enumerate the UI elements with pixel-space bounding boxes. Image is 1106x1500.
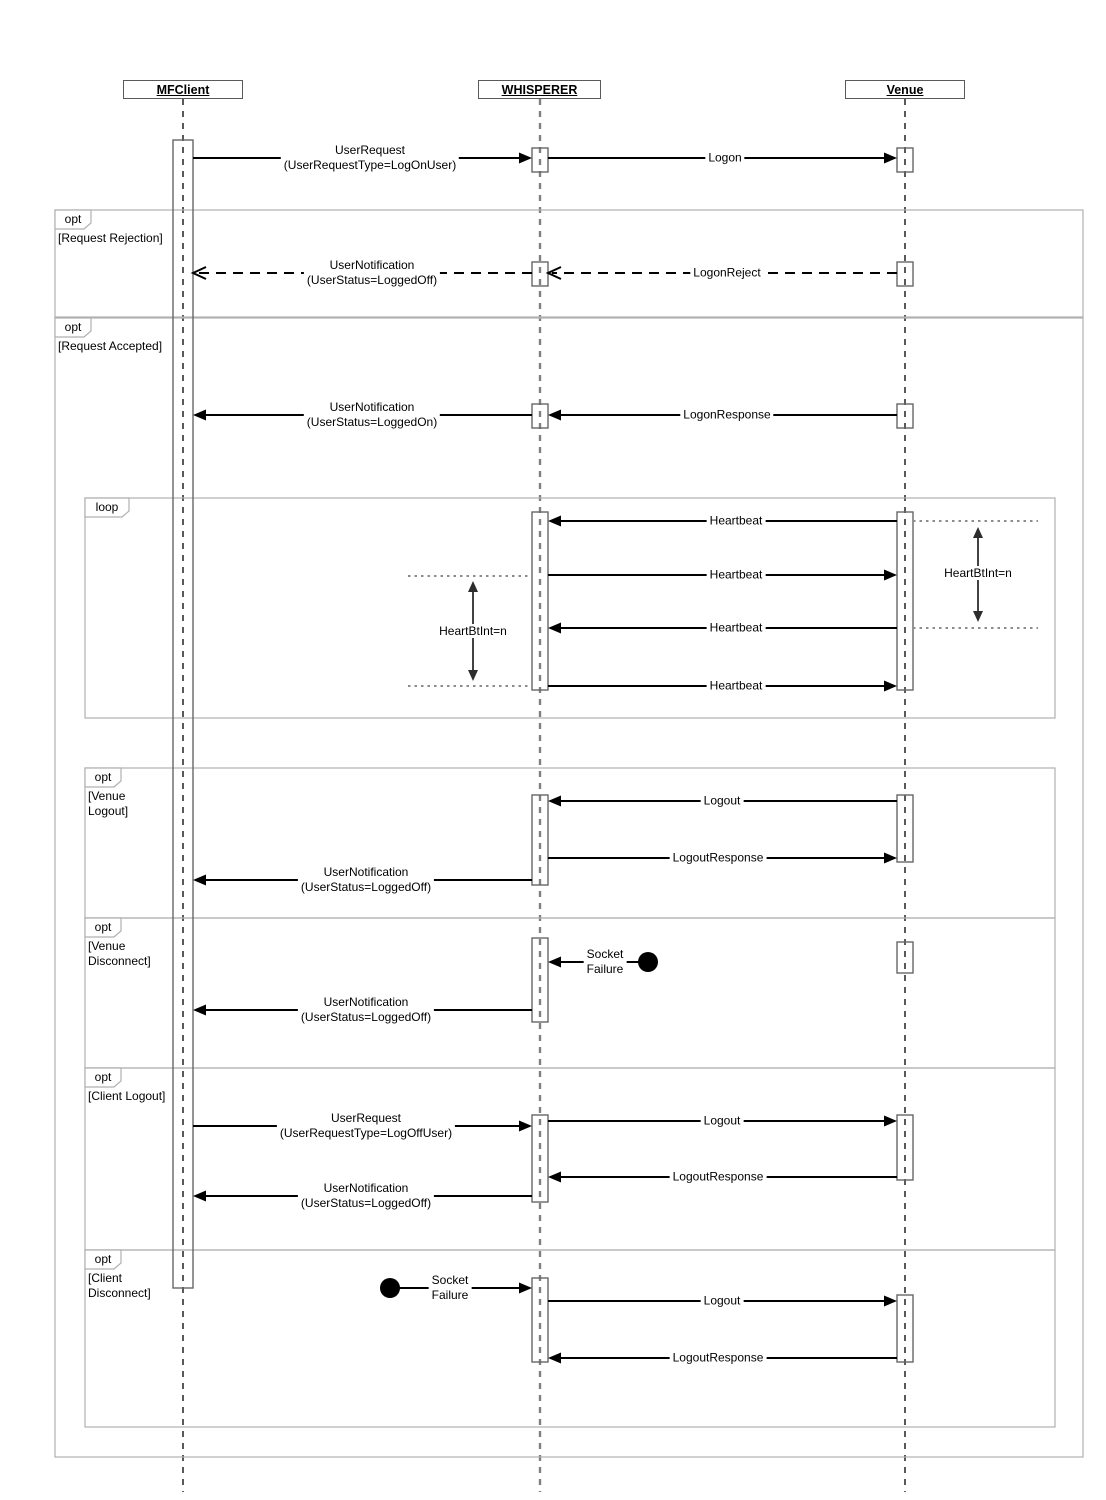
message-label bbox=[670, 1170, 767, 1185]
measurement-arrowhead-down bbox=[468, 670, 478, 681]
message-label-line: UserNotification bbox=[329, 400, 415, 414]
measurement-arrowhead-up bbox=[468, 581, 478, 592]
fragment-condition bbox=[88, 1089, 165, 1104]
arrowhead-filled bbox=[884, 570, 897, 581]
arrowhead-filled bbox=[193, 410, 206, 421]
message-label-line: (UserStatus=LoggedOn) bbox=[306, 415, 438, 429]
message-label-line: (UserRequestType=LogOnUser) bbox=[283, 158, 457, 172]
fragment-condition bbox=[88, 939, 151, 969]
arrowhead-filled bbox=[548, 410, 561, 421]
fragment-frame-opt-5 bbox=[85, 1068, 1055, 1250]
message-label bbox=[298, 865, 434, 895]
arrowhead-filled bbox=[548, 957, 561, 968]
fragment-condition-line: [Request Accepted] bbox=[58, 339, 163, 353]
message-label-line: Heartbeat bbox=[709, 513, 763, 528]
arrowhead-filled bbox=[884, 1116, 897, 1127]
fragment-condition bbox=[58, 339, 162, 354]
fragment-condition-line: Disconnect] bbox=[88, 954, 151, 968]
message-label-line: LogoutResponse bbox=[672, 850, 764, 865]
arrowhead-filled bbox=[884, 1296, 897, 1307]
fragment-condition-line: [Request Rejection] bbox=[58, 231, 163, 245]
message-label bbox=[298, 995, 434, 1025]
fragment-operator-label: opt bbox=[94, 1252, 112, 1266]
fragment-frame-opt-3 bbox=[85, 768, 1055, 918]
message-label bbox=[304, 258, 440, 288]
fragment-operator-label: opt bbox=[64, 212, 82, 226]
actor-box-venue: Venue bbox=[845, 80, 965, 99]
message-label bbox=[277, 1111, 455, 1141]
message-label bbox=[690, 266, 763, 281]
message-label-line: (UserStatus=LoggedOff) bbox=[306, 273, 438, 287]
arrowhead-filled bbox=[884, 853, 897, 864]
arrowhead-filled bbox=[193, 1191, 206, 1202]
actor-box-mfclient: MFClient bbox=[123, 80, 243, 99]
fragment-condition-line: [Client Logout] bbox=[88, 1089, 166, 1103]
message-label-line: LogonReject bbox=[693, 265, 761, 280]
arrowhead-filled bbox=[548, 1172, 561, 1183]
message-label bbox=[707, 514, 766, 529]
fragment-condition-line: [Venue bbox=[88, 789, 126, 803]
fragment-frame-opt-0 bbox=[55, 210, 1083, 317]
message-label-line: UserRequest bbox=[334, 143, 406, 157]
fragment-operator-label: loop bbox=[95, 500, 119, 514]
arrowhead-filled bbox=[884, 153, 897, 164]
message-label-line: Logout bbox=[703, 1113, 741, 1128]
message-label-line: Logout bbox=[703, 793, 741, 808]
message-label-line: UserNotification bbox=[323, 1181, 409, 1195]
message-label-line: UserNotification bbox=[323, 995, 409, 1009]
message-label-line: Socket bbox=[431, 1273, 469, 1287]
arrowhead-filled bbox=[519, 1121, 532, 1132]
message-label-line: (UserRequestType=LogOffUser) bbox=[279, 1126, 453, 1140]
message-label-line: Heartbeat bbox=[709, 567, 763, 582]
message-label-line: UserRequest bbox=[330, 1111, 402, 1125]
fragment-condition bbox=[58, 231, 163, 246]
message-label bbox=[701, 794, 744, 809]
message-label-line: Heartbeat bbox=[709, 620, 763, 635]
message-label-line: Failure bbox=[431, 1288, 469, 1302]
activation-bar-venue bbox=[897, 795, 913, 862]
message-label-line: UserNotification bbox=[329, 258, 415, 272]
message-label-line: Logout bbox=[703, 1293, 741, 1308]
message-label bbox=[707, 568, 766, 583]
fragment-operator-label: opt bbox=[94, 770, 112, 784]
message-label-line: LogoutResponse bbox=[672, 1169, 764, 1184]
measurement-label: HeartBtInt=n bbox=[944, 566, 1012, 580]
fragment-operator-label: opt bbox=[94, 920, 112, 934]
measurement-label: HeartBtInt=n bbox=[439, 624, 507, 638]
message-label-line: LogoutResponse bbox=[672, 1350, 764, 1365]
message-label bbox=[705, 151, 744, 166]
fragment-condition-line: [Venue bbox=[88, 939, 126, 953]
message-label bbox=[429, 1273, 472, 1303]
message-label-line: UserNotification bbox=[323, 865, 409, 879]
arrowhead-filled bbox=[193, 875, 206, 886]
fragment-condition bbox=[88, 1271, 151, 1301]
actor-box-whisperer: WHISPERER bbox=[478, 80, 601, 99]
arrowhead-filled bbox=[548, 1353, 561, 1364]
fragment-operator-label: opt bbox=[94, 1070, 112, 1084]
arrowhead-filled bbox=[519, 153, 532, 164]
message-label bbox=[701, 1114, 744, 1129]
fragment-condition bbox=[88, 789, 128, 819]
fragment-condition-line: Disconnect] bbox=[88, 1286, 151, 1300]
message-label-line: Socket bbox=[586, 947, 624, 961]
found-message-endpoint bbox=[380, 1278, 400, 1298]
fragment-operator-label: opt bbox=[64, 320, 82, 334]
message-label bbox=[281, 143, 459, 173]
measurement-arrowhead-down bbox=[973, 611, 983, 622]
message-label bbox=[584, 947, 627, 977]
message-label bbox=[298, 1181, 434, 1211]
arrowhead-filled bbox=[193, 1005, 206, 1016]
message-label-line: (UserStatus=LoggedOff) bbox=[300, 1010, 432, 1024]
arrowhead-filled bbox=[548, 516, 561, 527]
message-label-line: Failure bbox=[586, 962, 624, 976]
message-label bbox=[707, 679, 766, 694]
message-label-line: (UserStatus=LoggedOff) bbox=[300, 880, 432, 894]
fragment-condition-line: Logout] bbox=[88, 804, 129, 818]
arrowhead-filled bbox=[884, 681, 897, 692]
fragment-frame-opt-4 bbox=[85, 918, 1055, 1068]
message-label-line: Logon bbox=[708, 150, 742, 165]
message-label bbox=[680, 408, 773, 423]
fragment-condition-line: [Client bbox=[88, 1271, 123, 1285]
message-label bbox=[701, 1294, 744, 1309]
fragment-frame-opt-6 bbox=[85, 1250, 1055, 1427]
message-label-line: LogonResponse bbox=[683, 407, 771, 422]
message-label bbox=[670, 851, 767, 866]
arrowhead-filled bbox=[548, 623, 561, 634]
message-label bbox=[670, 1351, 767, 1366]
message-label bbox=[304, 400, 440, 430]
arrowhead-filled bbox=[519, 1283, 532, 1294]
found-message-endpoint bbox=[638, 952, 658, 972]
message-label-line: (UserStatus=LoggedOff) bbox=[300, 1196, 432, 1210]
fragment-frame-opt-1 bbox=[55, 318, 1083, 1457]
measurement-arrowhead-up bbox=[973, 527, 983, 538]
arrowhead-filled bbox=[548, 796, 561, 807]
message-label bbox=[707, 621, 766, 636]
message-label-line: Heartbeat bbox=[709, 678, 763, 693]
